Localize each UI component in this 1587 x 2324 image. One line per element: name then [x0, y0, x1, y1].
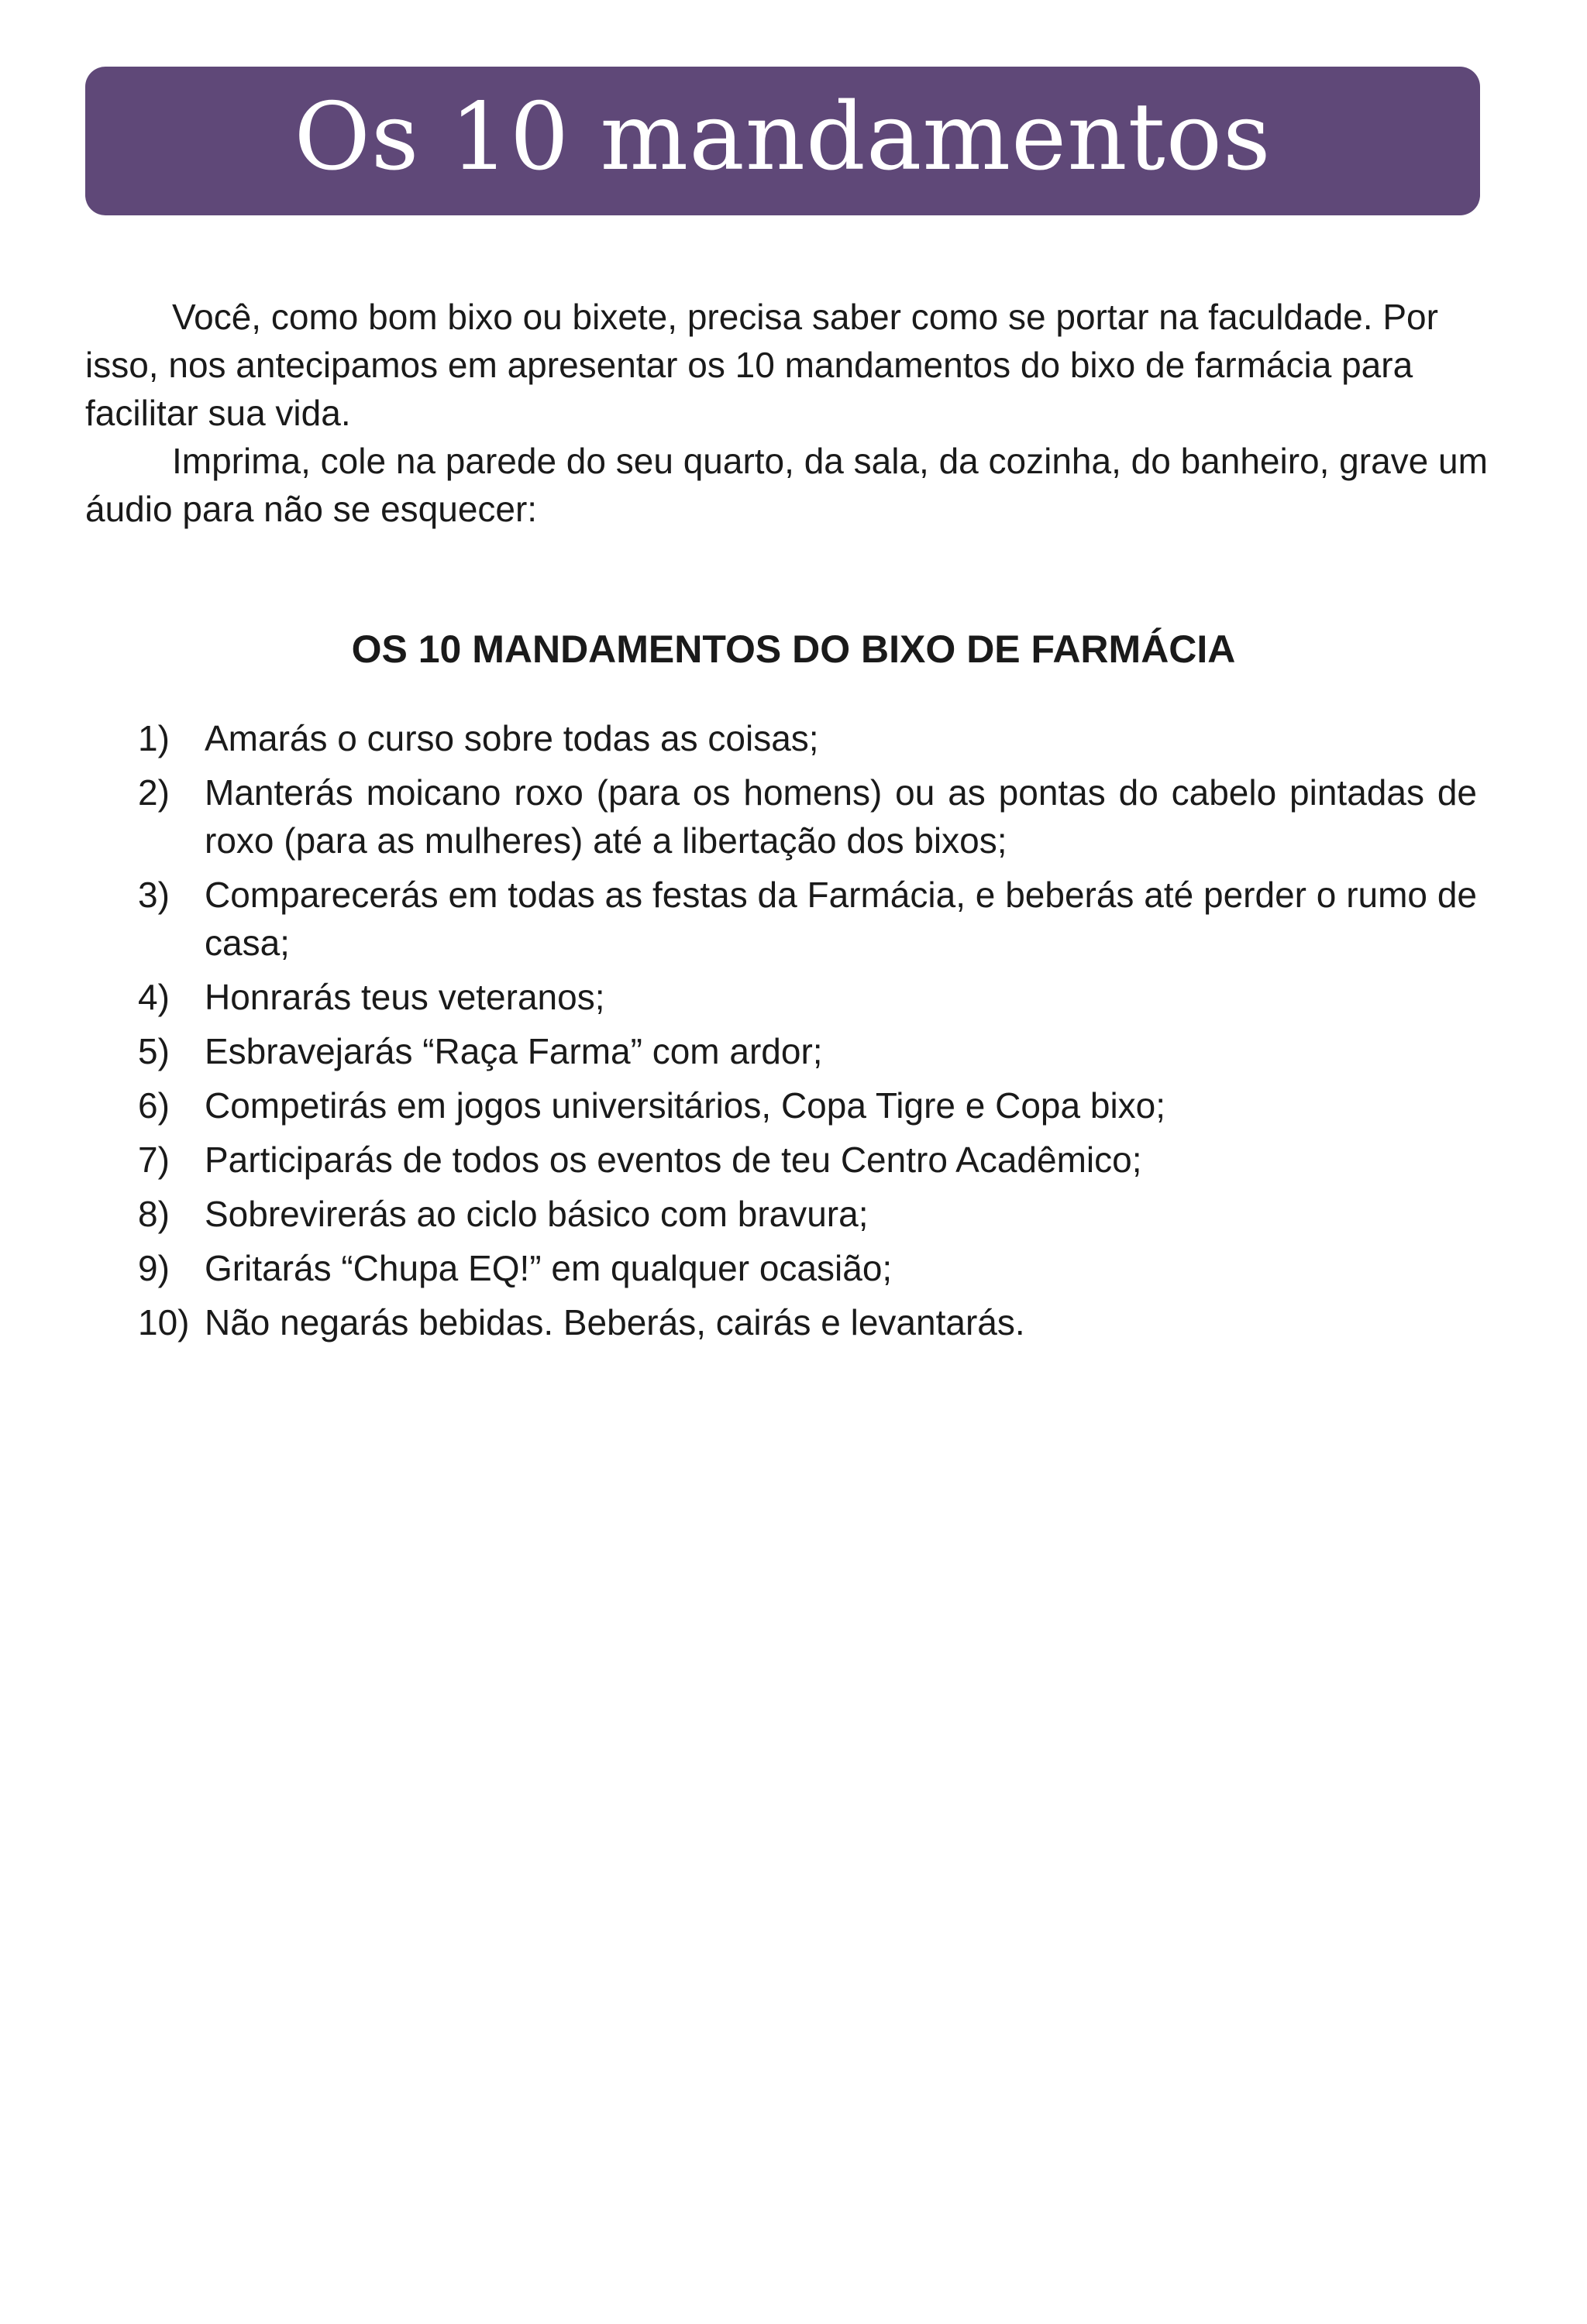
- commandment-text: Comparecerás em todas as festas da Farmácia, e beberás até perder o rumo de casa;: [205, 875, 1477, 963]
- commandment-item: [138, 714, 1477, 762]
- commandment-text: Amarás o curso sobre todas as coisas;: [205, 718, 819, 758]
- commandment-item: [138, 1136, 1477, 1184]
- commandment-item: [138, 871, 1477, 967]
- commandment-number: 1): [138, 718, 170, 758]
- commandment-item: [138, 1081, 1477, 1129]
- commandment-number: 4): [138, 977, 170, 1017]
- intro-text: [85, 293, 1519, 533]
- commandment-item: [138, 973, 1477, 1021]
- commandment-text: Gritarás “Chupa EQ!” em qualquer ocasião;: [205, 1248, 893, 1288]
- commandment-text: Sobrevirerás ao ciclo básico com bravura;: [205, 1194, 869, 1234]
- commandment-item: [138, 1244, 1477, 1292]
- commandment-number: 6): [138, 1085, 170, 1126]
- commandment-text: Não negarás bebidas. Beberás, cairás e levantarás.: [205, 1302, 1025, 1342]
- commandment-item: [138, 1190, 1477, 1238]
- commandment-text: Participarás de todos os eventos de teu Centro Acadêmico;: [205, 1140, 1142, 1180]
- commandment-text: Esbravejarás “Raça Farma” com ardor;: [205, 1031, 823, 1071]
- commandment-number: 10): [138, 1302, 190, 1342]
- commandment-text: Manterás moicano roxo (para os homens) ou as pontas do cabelo pintadas de roxo (para as mulheres) até a libertação dos bixos;: [205, 772, 1477, 861]
- commandment-number: 8): [138, 1194, 170, 1234]
- commandment-item: [138, 1027, 1477, 1075]
- commandments-list: [138, 714, 1477, 1353]
- intro-paragraph-2: Imprima, cole na parede do seu quarto, da sala, da cozinha, do banheiro, grave um áudio para não se esquecer:: [85, 441, 1488, 529]
- commandment-item: [138, 768, 1477, 865]
- section-heading: OS 10 MANDAMENTOS DO BIXO DE FARMÁCIA: [351, 627, 1236, 671]
- commandment-number: 9): [138, 1248, 170, 1288]
- page-title: Os 10 mandamentos: [294, 84, 1272, 191]
- commandment-number: 3): [138, 875, 170, 915]
- intro-paragraph-1: Você, como bom bixo ou bixete, precisa saber como se portar na faculdade. Por isso, nos antecipamos em apresentar os 10 mandamentos do bixo de farmácia para facilitar sua vida.: [85, 297, 1438, 433]
- commandment-number: 2): [138, 772, 170, 813]
- title-banner: [85, 67, 1480, 215]
- commandment-text: Competirás em jogos universitários, Copa Tigre e Copa bixo;: [205, 1085, 1166, 1126]
- commandment-number: 5): [138, 1031, 170, 1071]
- commandment-text: Honrarás teus veteranos;: [205, 977, 605, 1017]
- commandment-item: [138, 1298, 1477, 1346]
- commandment-number: 7): [138, 1140, 170, 1180]
